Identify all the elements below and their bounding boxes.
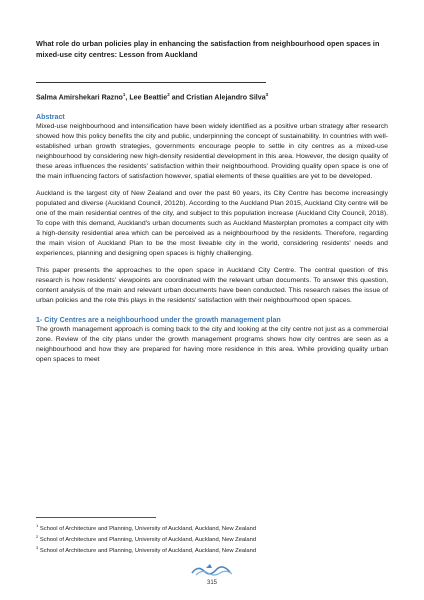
author-affiliation-mark: 3 [265,92,269,97]
footnote [36,533,388,544]
footnote-text: School of Architecture and Planning, University of Auckland, Auckland, New Zealand [38,525,257,532]
footnote-mark: 1 [36,523,39,528]
footnote-text: School of Architecture and Planning, University of Auckland, Auckland, New Zealand [38,548,257,555]
abstract-paragraph: Mixed-use neighbourhood and intensification have been widely identified as a positive urban strategy after research showed how this policy benefits the city and public, underpinning the concept of sustainability. In countries with well-established urban growth strategies, governments encourage people to settle in city centres as a mixed-use neighbourhood by considering new high-density residential development in this area. However, the design quality of these areas influences the residents' satisfaction within their neighbourhood. Providing quality open space is one of the main influencing factors of satisfaction however, spatial elements of these qualities are yet to be developed. [36,123,388,181]
section-heading: 1- City Centres are a neighbourhood under the growth management plan [36,316,281,325]
paper-title: What role do urban policies play in enhancing the satisfaction from neighbourhood open spaces in mixed-use city centres: Lesson from Auckland [36,39,380,59]
abstract-paragraph: Auckland is the largest city of New Zealand and over the past 60 years, its City Centre has become increasingly populated and diverse (Auckland Council, 2012b). According to the Auckland Plan 2015, Auckland City centre will be one of the main residential centres of the city, and subject to this population increase (Auckland City Council, 2018). To cope with this demand, Auckland's urban documents such as Auckland Masterplan promotes a compact city with a high-density residential area which can be perceived as a neighbourhood by the residents. Therefore, regarding the main vision of Auckland Plan to be the most liveable city in the world, considering residents' needs and experiences, planning and designing open spaces is highly challenging. [36,190,388,258]
author-name: Lee Beattie [129,93,168,102]
author-list [36,90,388,102]
wave-logo-icon [190,563,234,577]
footnote-mark: 2 [36,534,39,540]
author-name: Salma Amirshekari Razno [36,93,123,102]
page-number: 315 [206,580,217,586]
author-separator: , [125,93,130,102]
abstract-heading: Abstract [36,113,65,122]
abstract-paragraph: This paper presents the approaches to the open space in Auckland City Centre. The central question of this research is how residents' viewpoints are coordinated with the relevant urban documents. To answer this question, content analysis of the main and relevant urban documents have been conducted. This research raises the issue of urban policies and the role this plays in the residents' satisfaction with their neighbourhood open spaces. [36,267,388,305]
page-body [36,38,388,365]
author-affiliation-mark: 1 [122,92,126,97]
title-divider [36,82,266,83]
footnotes [36,522,388,555]
footnote-divider [36,517,156,518]
footnote-text: School of Architecture and Planning, University of Auckland, Auckland, New Zealand [38,537,257,544]
author-separator: and [169,93,187,102]
author-name: Cristian Alejandro Silva [186,93,266,102]
footnote [36,544,388,555]
section-paragraph: The growth management approach is coming back to the city and looking at the city centre not just as a commercial zone. Review of the city plans under the growth management programs shows how city centres are seen as a neighbourhood and how they are prepared for having more residence in this area. While providing quality urban open spaces to meet [36,326,388,364]
footnote-mark: 3 [36,545,39,551]
author-affiliation-mark: 2 [167,92,170,97]
footnote [36,522,388,533]
